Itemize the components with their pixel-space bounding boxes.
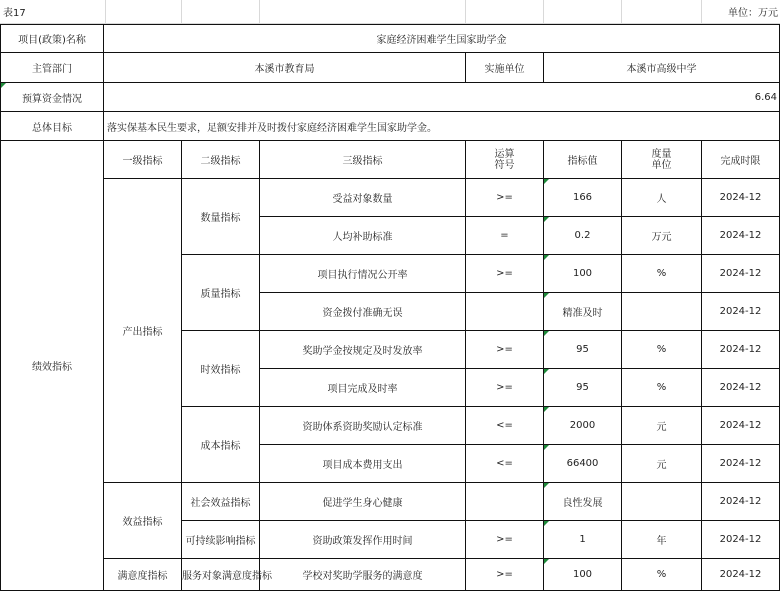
deadline-cell: 2024-12: [702, 483, 780, 521]
level2-quality: 质量指标: [182, 255, 260, 331]
value-cell: 95: [544, 369, 622, 407]
level2-quantity: 数量指标: [182, 179, 260, 255]
col-deadline: 完成时限: [702, 141, 780, 179]
level1-satisfaction: 满意度指标: [104, 559, 182, 591]
goal-text: 落实保基本民生要求，足额安排并及时拨付家庭经济困难学生国家助学金。: [104, 112, 780, 141]
level3-name: 资助政策发挥作用时间: [260, 521, 466, 559]
unit-cell: %: [622, 331, 702, 369]
unit-cell: 万元: [622, 217, 702, 255]
operator-cell: >=: [466, 559, 544, 591]
col-level3: 三级指标: [260, 141, 466, 179]
empty-cell: [106, 0, 182, 24]
operator-cell: <=: [466, 445, 544, 483]
value-cell: 66400: [544, 445, 622, 483]
deadline-cell: 2024-12: [702, 255, 780, 293]
value-cell: 100: [544, 255, 622, 293]
unit-cell: 人: [622, 179, 702, 217]
level3-name: 受益对象数量: [260, 179, 466, 217]
unit-cell: 元: [622, 445, 702, 483]
level2-social: 社会效益指标: [182, 483, 260, 521]
operator-cell: >=: [466, 521, 544, 559]
unit-cell: [622, 293, 702, 331]
goal-label: 总体目标: [0, 112, 104, 141]
deadline-cell: 2024-12: [702, 179, 780, 217]
level3-name: 促进学生身心健康: [260, 483, 466, 521]
level2-sustainable: 可持续影响指标: [182, 521, 260, 559]
level1-benefit: 效益指标: [104, 483, 182, 559]
empty-cell: [182, 0, 260, 24]
operator-cell: =: [466, 217, 544, 255]
deadline-cell: 2024-12: [702, 407, 780, 445]
empty-cell: [544, 0, 622, 24]
budget-label: 预算资金情况: [0, 83, 104, 112]
level2-timeliness: 时效指标: [182, 331, 260, 407]
empty-cell: [466, 0, 544, 24]
unit-label: 单位：万元: [702, 0, 780, 24]
dept-value: 本溪市教育局: [104, 53, 466, 83]
value-cell: 精准及时: [544, 293, 622, 331]
operator-cell: <=: [466, 407, 544, 445]
project-name-label: 项目(政策)名称: [0, 24, 104, 53]
unit-cell: 元: [622, 407, 702, 445]
col-unit: 度量 单位: [622, 141, 702, 179]
col-level2: 二级指标: [182, 141, 260, 179]
level3-name: 资助体系资助奖励认定标准: [260, 407, 466, 445]
level3-name: 项目完成及时率: [260, 369, 466, 407]
level2-service-satisfaction: 服务对象满意度指标: [182, 559, 260, 591]
deadline-cell: 2024-12: [702, 521, 780, 559]
impl-label: 实施单位: [466, 53, 544, 83]
dept-label: 主管部门: [0, 53, 104, 83]
deadline-cell: 2024-12: [702, 217, 780, 255]
col-operator: 运算 符号: [466, 141, 544, 179]
operator-cell: >=: [466, 179, 544, 217]
deadline-cell: 2024-12: [702, 445, 780, 483]
operator-cell: >=: [466, 255, 544, 293]
level3-name: 项目成本费用支出: [260, 445, 466, 483]
unit-cell: [622, 483, 702, 521]
empty-cell: [622, 0, 702, 24]
col-level1: 一级指标: [104, 141, 182, 179]
table-number: 表17: [0, 0, 106, 24]
deadline-cell: 2024-12: [702, 369, 780, 407]
value-cell: 良性发展: [544, 483, 622, 521]
deadline-cell: 2024-12: [702, 293, 780, 331]
deadline-cell: 2024-12: [702, 559, 780, 591]
empty-cell: [260, 0, 466, 24]
budget-value: 6.64: [104, 83, 780, 112]
level2-cost: 成本指标: [182, 407, 260, 483]
value-cell: 1: [544, 521, 622, 559]
level3-name: 奖助学金按规定及时发放率: [260, 331, 466, 369]
deadline-cell: 2024-12: [702, 331, 780, 369]
unit-cell: 年: [622, 521, 702, 559]
indicators-section-label: 绩效指标: [0, 141, 104, 591]
level3-name: 资金拨付准确无误: [260, 293, 466, 331]
operator-cell: >=: [466, 331, 544, 369]
unit-cell: %: [622, 255, 702, 293]
value-cell: 0.2: [544, 217, 622, 255]
value-cell: 100: [544, 559, 622, 591]
col-value: 指标值: [544, 141, 622, 179]
value-cell: 166: [544, 179, 622, 217]
operator-cell: [466, 483, 544, 521]
value-cell: 2000: [544, 407, 622, 445]
unit-cell: %: [622, 369, 702, 407]
project-name: 家庭经济困难学生国家助学金: [104, 24, 780, 53]
level3-name: 学校对奖助学服务的满意度: [260, 559, 466, 591]
operator-cell: [466, 293, 544, 331]
unit-cell: %: [622, 559, 702, 591]
level3-name: 人均补助标准: [260, 217, 466, 255]
level3-name: 项目执行情况公开率: [260, 255, 466, 293]
level1-output: 产出指标: [104, 179, 182, 483]
impl-value: 本溪市高级中学: [544, 53, 780, 83]
operator-cell: >=: [466, 369, 544, 407]
value-cell: 95: [544, 331, 622, 369]
